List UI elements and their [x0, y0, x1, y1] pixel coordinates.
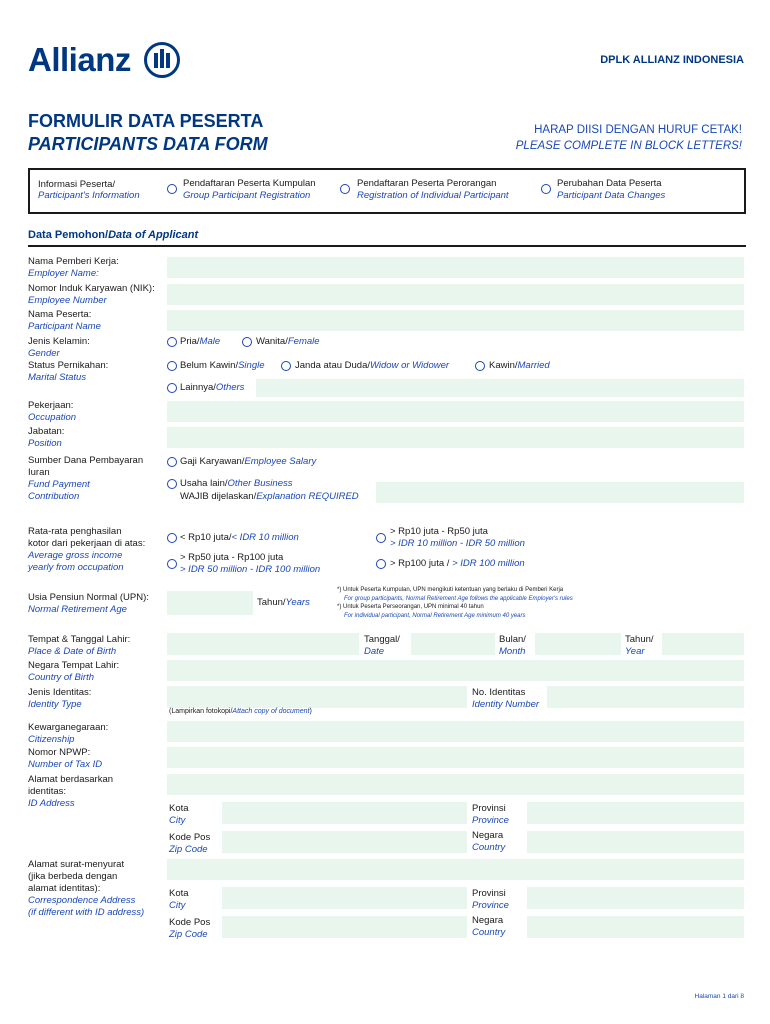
id-city-label-en: City	[169, 815, 186, 826]
marital-widow-label: Janda atau Duda/Widow or Widower	[295, 360, 450, 371]
group-registration-label: Pendaftaran Peserta Kumpulan	[183, 178, 316, 189]
marital-others-radio[interactable]	[167, 383, 177, 393]
logo-text: Allianz	[28, 41, 131, 78]
income-label-en-1: Average gross income	[28, 550, 123, 561]
birth-day-field[interactable]	[411, 633, 495, 655]
occupation-label-en: Occupation	[28, 412, 77, 423]
fund-business-radio[interactable]	[167, 479, 177, 489]
id-province-field[interactable]	[527, 802, 744, 824]
fund-salary-radio[interactable]	[167, 457, 177, 467]
participant-name-label-en: Participant Name	[28, 321, 101, 332]
page-number: Halaman 1 dari 8	[694, 993, 744, 1000]
citizenship-label-en: Citizenship	[28, 734, 75, 745]
group-registration-label-en: Group Participant Registration	[183, 190, 311, 201]
id-country-label: Negara	[472, 830, 504, 841]
fund-explanation-field[interactable]	[376, 482, 744, 503]
info-label: Informasi Peserta/	[38, 179, 116, 190]
corr-city-label: Kota	[169, 888, 189, 899]
id-number-field[interactable]	[547, 686, 744, 708]
income-10-50-label-en: > IDR 10 million - IDR 50 million	[390, 538, 525, 549]
income-50-100-label: > Rp50 juta - Rp100 juta	[180, 552, 284, 563]
corr-province-field[interactable]	[527, 887, 744, 909]
individual-registration-radio[interactable]	[340, 184, 350, 194]
fund-salary-label: Gaji Karyawan/Employee Salary	[180, 456, 317, 467]
individual-registration-label: Pendaftaran Peserta Perorangan	[357, 178, 497, 189]
birth-day-label-en: Date	[364, 646, 385, 657]
npwp-label-en: Number of Tax ID	[28, 759, 103, 770]
company-name: DPLK ALLIANZ INDONESIA	[600, 54, 744, 66]
npwp-label: Nomor NPWP:	[28, 747, 91, 758]
income-50-100-label-en: > IDR 50 million - IDR 100 million	[180, 564, 321, 575]
gender-male-label: Pria/Male	[180, 336, 221, 347]
birth-country-label: Negara Tempat Lahir:	[28, 660, 120, 671]
id-province-label: Provinsi	[472, 803, 506, 814]
form-title-en: PARTICIPANTS DATA FORM	[28, 134, 268, 154]
corr-city-label-en: City	[169, 900, 186, 911]
retire-note-1: *) Untuk Peserta Kumpulan, UPN mengikuti ketentuan yang berlaku di Pemberi Kerja	[337, 587, 564, 593]
id-country-label-en: Country	[472, 842, 506, 853]
birth-year-label: Tahun/	[625, 634, 654, 645]
marital-others-label: Lainnya/Others	[180, 382, 245, 393]
citizenship-field[interactable]	[167, 721, 744, 742]
corr-country-label-en: Country	[472, 927, 506, 938]
gender-male-radio[interactable]	[167, 337, 177, 347]
retirement-age-label: Usia Pensiun Normal (UPN):	[28, 592, 149, 603]
fund-source-label-en-1: Fund Payment	[28, 479, 90, 490]
marital-married-label: Kawin/Married	[489, 360, 550, 371]
section-title-id: Data Pemohon/	[28, 229, 109, 241]
corr-address-label-1: Alamat surat-menyurat	[28, 859, 125, 870]
id-type-label: Jenis Identitas:	[28, 687, 92, 698]
income-50-100-radio[interactable]	[167, 559, 177, 569]
corr-address-label-en-2: (if different with ID address)	[28, 907, 145, 918]
marital-label: Status Pernikahan:	[28, 360, 109, 371]
id-address-label-en: ID Address	[28, 798, 75, 809]
data-change-label-en: Participant Data Changes	[557, 190, 666, 201]
corr-zip-label: Kode Pos	[169, 917, 211, 928]
id-zip-field[interactable]	[222, 831, 467, 853]
data-change-label: Perubahan Data Peserta	[557, 178, 662, 189]
income-label-2: kotor dari pekerjaan di atas:	[28, 538, 146, 549]
block-letters-note-id: HARAP DIISI DENGAN HURUF CETAK!	[534, 124, 742, 136]
income-10-50-label: > Rp10 juta - Rp50 juta	[390, 526, 488, 537]
employer-label-en: Employer Name:	[28, 268, 99, 279]
individual-registration-label-en: Registration of Individual Participant	[357, 190, 509, 201]
employee-number-label-en: Employee Number	[28, 295, 107, 306]
info-label-en: Participant's Information	[38, 190, 140, 201]
corr-city-field[interactable]	[222, 887, 467, 909]
retire-note-1-en: For group participants, Normal Retirement Age follows the applicable Employer's rules	[344, 596, 573, 602]
corr-address-label-en-1: Correspondence Address	[28, 895, 136, 906]
birth-year-field[interactable]	[662, 633, 744, 655]
income-label-1: Rata-rata penghasilan	[28, 526, 122, 537]
marital-married-radio[interactable]	[475, 361, 485, 371]
marital-others-field[interactable]	[256, 379, 744, 397]
id-city-label: Kota	[169, 803, 189, 814]
gender-female-radio[interactable]	[242, 337, 252, 347]
fund-business-label: Usaha lain/Other Business	[180, 478, 293, 489]
income-over-100-label: > Rp100 juta / > IDR 100 million	[390, 558, 525, 569]
attach-copy-note: (Lampirkan fotokopi/Attach copy of document)	[169, 708, 312, 715]
id-type-label-en: Identity Type	[28, 699, 82, 710]
birth-day-label: Tanggal/	[364, 634, 400, 645]
block-letters-note-en: PLEASE COMPLETE IN BLOCK LETTERS!	[515, 140, 742, 152]
id-number-label: No. Identitas	[472, 687, 526, 698]
corr-address-field[interactable]	[167, 859, 744, 880]
retire-note-2-en: For individual participant, Normal Retirement Age minimum 40 years	[344, 613, 526, 619]
group-registration-radio[interactable]	[167, 184, 177, 194]
marital-label-en: Marital Status	[28, 372, 87, 383]
birth-label-en: Place & Date of Birth	[28, 646, 117, 657]
fund-source-label-1: Sumber Dana Pembayaran	[28, 455, 144, 466]
position-label-en: Position	[28, 438, 62, 449]
corr-country-field[interactable]	[527, 916, 744, 938]
occupation-label: Pekerjaan:	[28, 400, 74, 411]
npwp-field[interactable]	[167, 747, 744, 768]
birth-month-label-en: Month	[499, 646, 526, 657]
birth-year-label-en: Year	[625, 646, 645, 657]
birth-label: Tempat & Tanggal Lahir:	[28, 634, 131, 645]
retirement-age-label-en: Normal Retirement Age	[28, 604, 127, 615]
birth-month-field[interactable]	[535, 633, 621, 655]
income-label-en-2: yearly from occupation	[28, 562, 124, 573]
employee-number-field[interactable]	[167, 284, 744, 305]
position-field[interactable]	[167, 427, 744, 448]
fund-source-label-2: Iuran	[28, 467, 50, 478]
id-province-label-en: Province	[472, 815, 509, 826]
marital-widow-radio[interactable]	[281, 361, 291, 371]
id-number-label-en: Identity Number	[472, 699, 540, 710]
employer-field[interactable]	[167, 257, 744, 278]
birth-place-field[interactable]	[167, 633, 359, 655]
gender-label-en: Gender	[28, 348, 60, 359]
id-zip-label-en: Zip Code	[169, 844, 208, 855]
birth-country-label-en: Country of Birth	[28, 672, 94, 683]
id-address-label-1: Alamat berdasarkan	[28, 774, 114, 785]
fund-source-label-en-2: Contribution	[28, 491, 80, 502]
participant-name-label: Nama Peserta:	[28, 309, 92, 320]
retirement-years-label: Tahun/Years	[257, 597, 310, 608]
allianz-eagle-icon	[144, 42, 180, 78]
employer-label: Nama Pemberi Kerja:	[28, 256, 119, 267]
birth-country-field[interactable]	[167, 660, 744, 681]
corr-country-label: Negara	[472, 915, 504, 926]
retirement-age-field[interactable]	[167, 591, 253, 615]
birth-month-label: Bulan/	[499, 634, 526, 645]
gender-female-label: Wanita/Female	[256, 336, 320, 347]
form-title-id: FORMULIR DATA PESERTA	[28, 111, 264, 131]
retire-note-2: *) Untuk Peserta Perseorangan, UPN minimal 40 tahun	[337, 604, 484, 610]
income-under-10-label: < Rp10 juta/< IDR 10 million	[180, 532, 299, 543]
income-under-10-radio[interactable]	[167, 533, 177, 543]
allianz-logo	[28, 40, 131, 80]
id-type-field[interactable]	[167, 686, 467, 708]
employee-number-label: Nomor Induk Karyawan (NIK):	[28, 283, 155, 294]
corr-address-label-3: alamat identitas):	[28, 883, 101, 894]
citizenship-label: Kewarganegaraan:	[28, 722, 109, 733]
corr-zip-label-en: Zip Code	[169, 929, 208, 940]
section-divider	[28, 245, 746, 247]
id-city-field[interactable]	[222, 802, 467, 824]
occupation-field[interactable]	[167, 401, 744, 422]
section-title	[28, 229, 198, 241]
position-label: Jabatan:	[28, 426, 65, 437]
marital-single-label: Belum Kawin/Single	[180, 360, 265, 371]
fund-required-label: WAJIB dijelaskan/Explanation REQUIRED	[180, 491, 359, 502]
data-change-radio[interactable]	[541, 184, 551, 194]
id-country-field[interactable]	[527, 831, 744, 853]
corr-province-label-en: Province	[472, 900, 509, 911]
marital-single-radio[interactable]	[167, 361, 177, 371]
corr-province-label: Provinsi	[472, 888, 506, 899]
id-zip-label: Kode Pos	[169, 832, 211, 843]
income-10-50-radio[interactable]	[376, 533, 386, 543]
income-over-100-radio[interactable]	[376, 559, 386, 569]
id-address-field[interactable]	[167, 774, 744, 795]
section-title-en: Data of Applicant	[108, 229, 199, 241]
corr-address-label-2: (jika berbeda dengan	[28, 871, 118, 882]
participant-name-field[interactable]	[167, 310, 744, 331]
gender-label: Jenis Kelamin:	[28, 336, 90, 347]
id-address-label-2: identitas:	[28, 786, 67, 797]
corr-zip-field[interactable]	[222, 916, 467, 938]
